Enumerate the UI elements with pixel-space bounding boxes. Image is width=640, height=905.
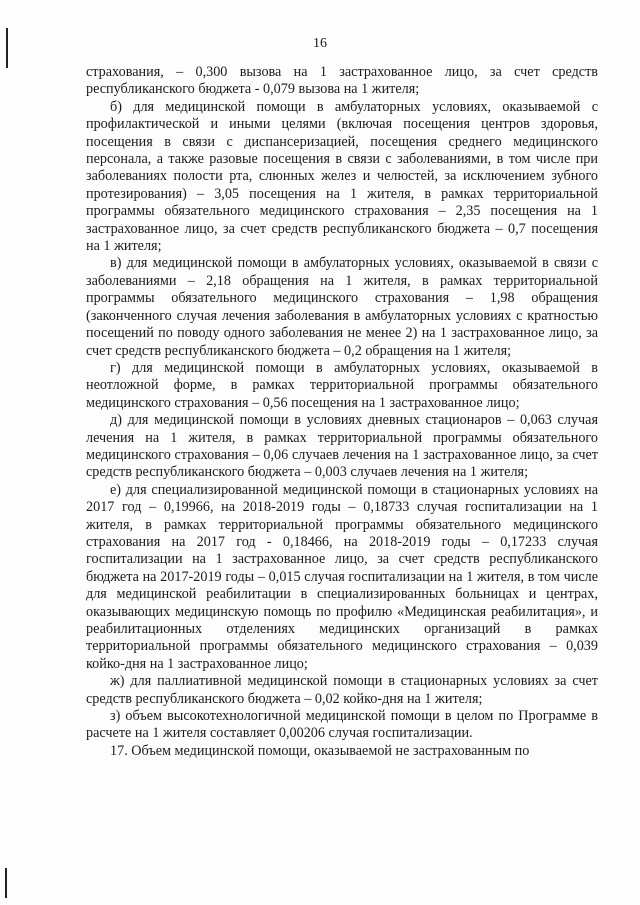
paragraph-item-d: д) для медицинской помощи в условиях дневных стационаров – 0,063 случая лечения на 1 жителя, в рамках территориальной программы обязательного медицинского страхования – 0,06 случаев лечения на 1 застрахованное лицо, за счет средств республиканского бюджета – 0,003 случаев лечения на 1 жителя;: [86, 412, 598, 481]
document-body: [86, 64, 598, 760]
paragraph-continuation: страхования, – 0,300 вызова на 1 застрахованное лицо, за счет средств республиканского бюджета - 0,079 вызова на 1 жителя;: [86, 64, 598, 98]
paragraph-item-e: е) для специализированной медицинской помощи в стационарных условиях на 2017 год – 0,19966, на 2018-2019 годы – 0,18733 случая госпитализации на 1 жителя, в рамках территориальной программы обязательного медицинского страхования на 2017 год - 0,18466, на 2018-2019 годы – 0,17233 случая госпитализации на 1 застрахованное лицо, за счет средств республиканского бюджета на 2017-2019 годы – 0,015 случая госпитализации на 1 жителя, в том числе для медицинской реабилитации в специализированных больницах и центрах, оказывающих медицинскую помощь по профилю «Медицинская реабилитация», и реабилитационных отделениях медицинских организаций в рамках территориальной программы обязательного медицинского страхования – 0,039 койко-дня на 1 застрахованное лицо;: [86, 481, 598, 672]
paragraph-item-zh: ж) для паллиативной медицинской помощи в стационарных условиях за счет средств республиканского бюджета – 0,02 койко-дня на 1 жителя;: [86, 673, 598, 707]
paragraph-section-17: 17. Объем медицинской помощи, оказываемой не застрахованным по: [110, 742, 530, 759]
paragraph-item-b: б) для медицинской помощи в амбулаторных условиях, оказываемой с профилактической и иными целями (включая посещения центров здоровья, посещения в связи с диспансеризацией, посещения среднего медицинского персонала, а также разовые посещения в связи с заболеваниями, в том числе при заболеваниях полости рта, слюнных желез и челюстей, за исключением зубного протезирования) – 3,05 посещения на 1 жителя, в рамках территориальной программы обязательного медицинского страхования – 2,35 посещения на 1 застрахованное лицо, за счет средств республиканского бюджета – 0,7 посещения на 1 жителя;: [86, 98, 598, 255]
paragraph-item-v: в) для медицинской помощи в амбулаторных условиях, оказываемой в связи с заболеваниями – 2,18 обращения на 1 жителя, в рамках территориальной программы обязательного медицинского страхования – 1,98 обращения (законченного случая лечения заболевания в амбулаторных условиях с кратностью посещений по поводу одного заболевания не менее 2) на 1 застрахованное лицо, за счет средств республиканского бюджета – 0,2 обращения на 1 жителя;: [86, 255, 598, 359]
paragraph-item-z: з) объем высокотехнологичной медицинской помощи в целом по Программе в расчете на 1 жителя составляет 0,00206 случая госпитализации.: [86, 708, 598, 742]
margin-binding-mark: [5, 868, 7, 898]
page-number: 16: [313, 36, 327, 51]
paragraph-item-g: г) для медицинской помощи в амбулаторных условиях, оказываемой в неотложной форме, в рамках территориальной программы обязательного медицинского страхования – 0,56 посещения на 1 застрахованное лицо;: [86, 359, 598, 411]
